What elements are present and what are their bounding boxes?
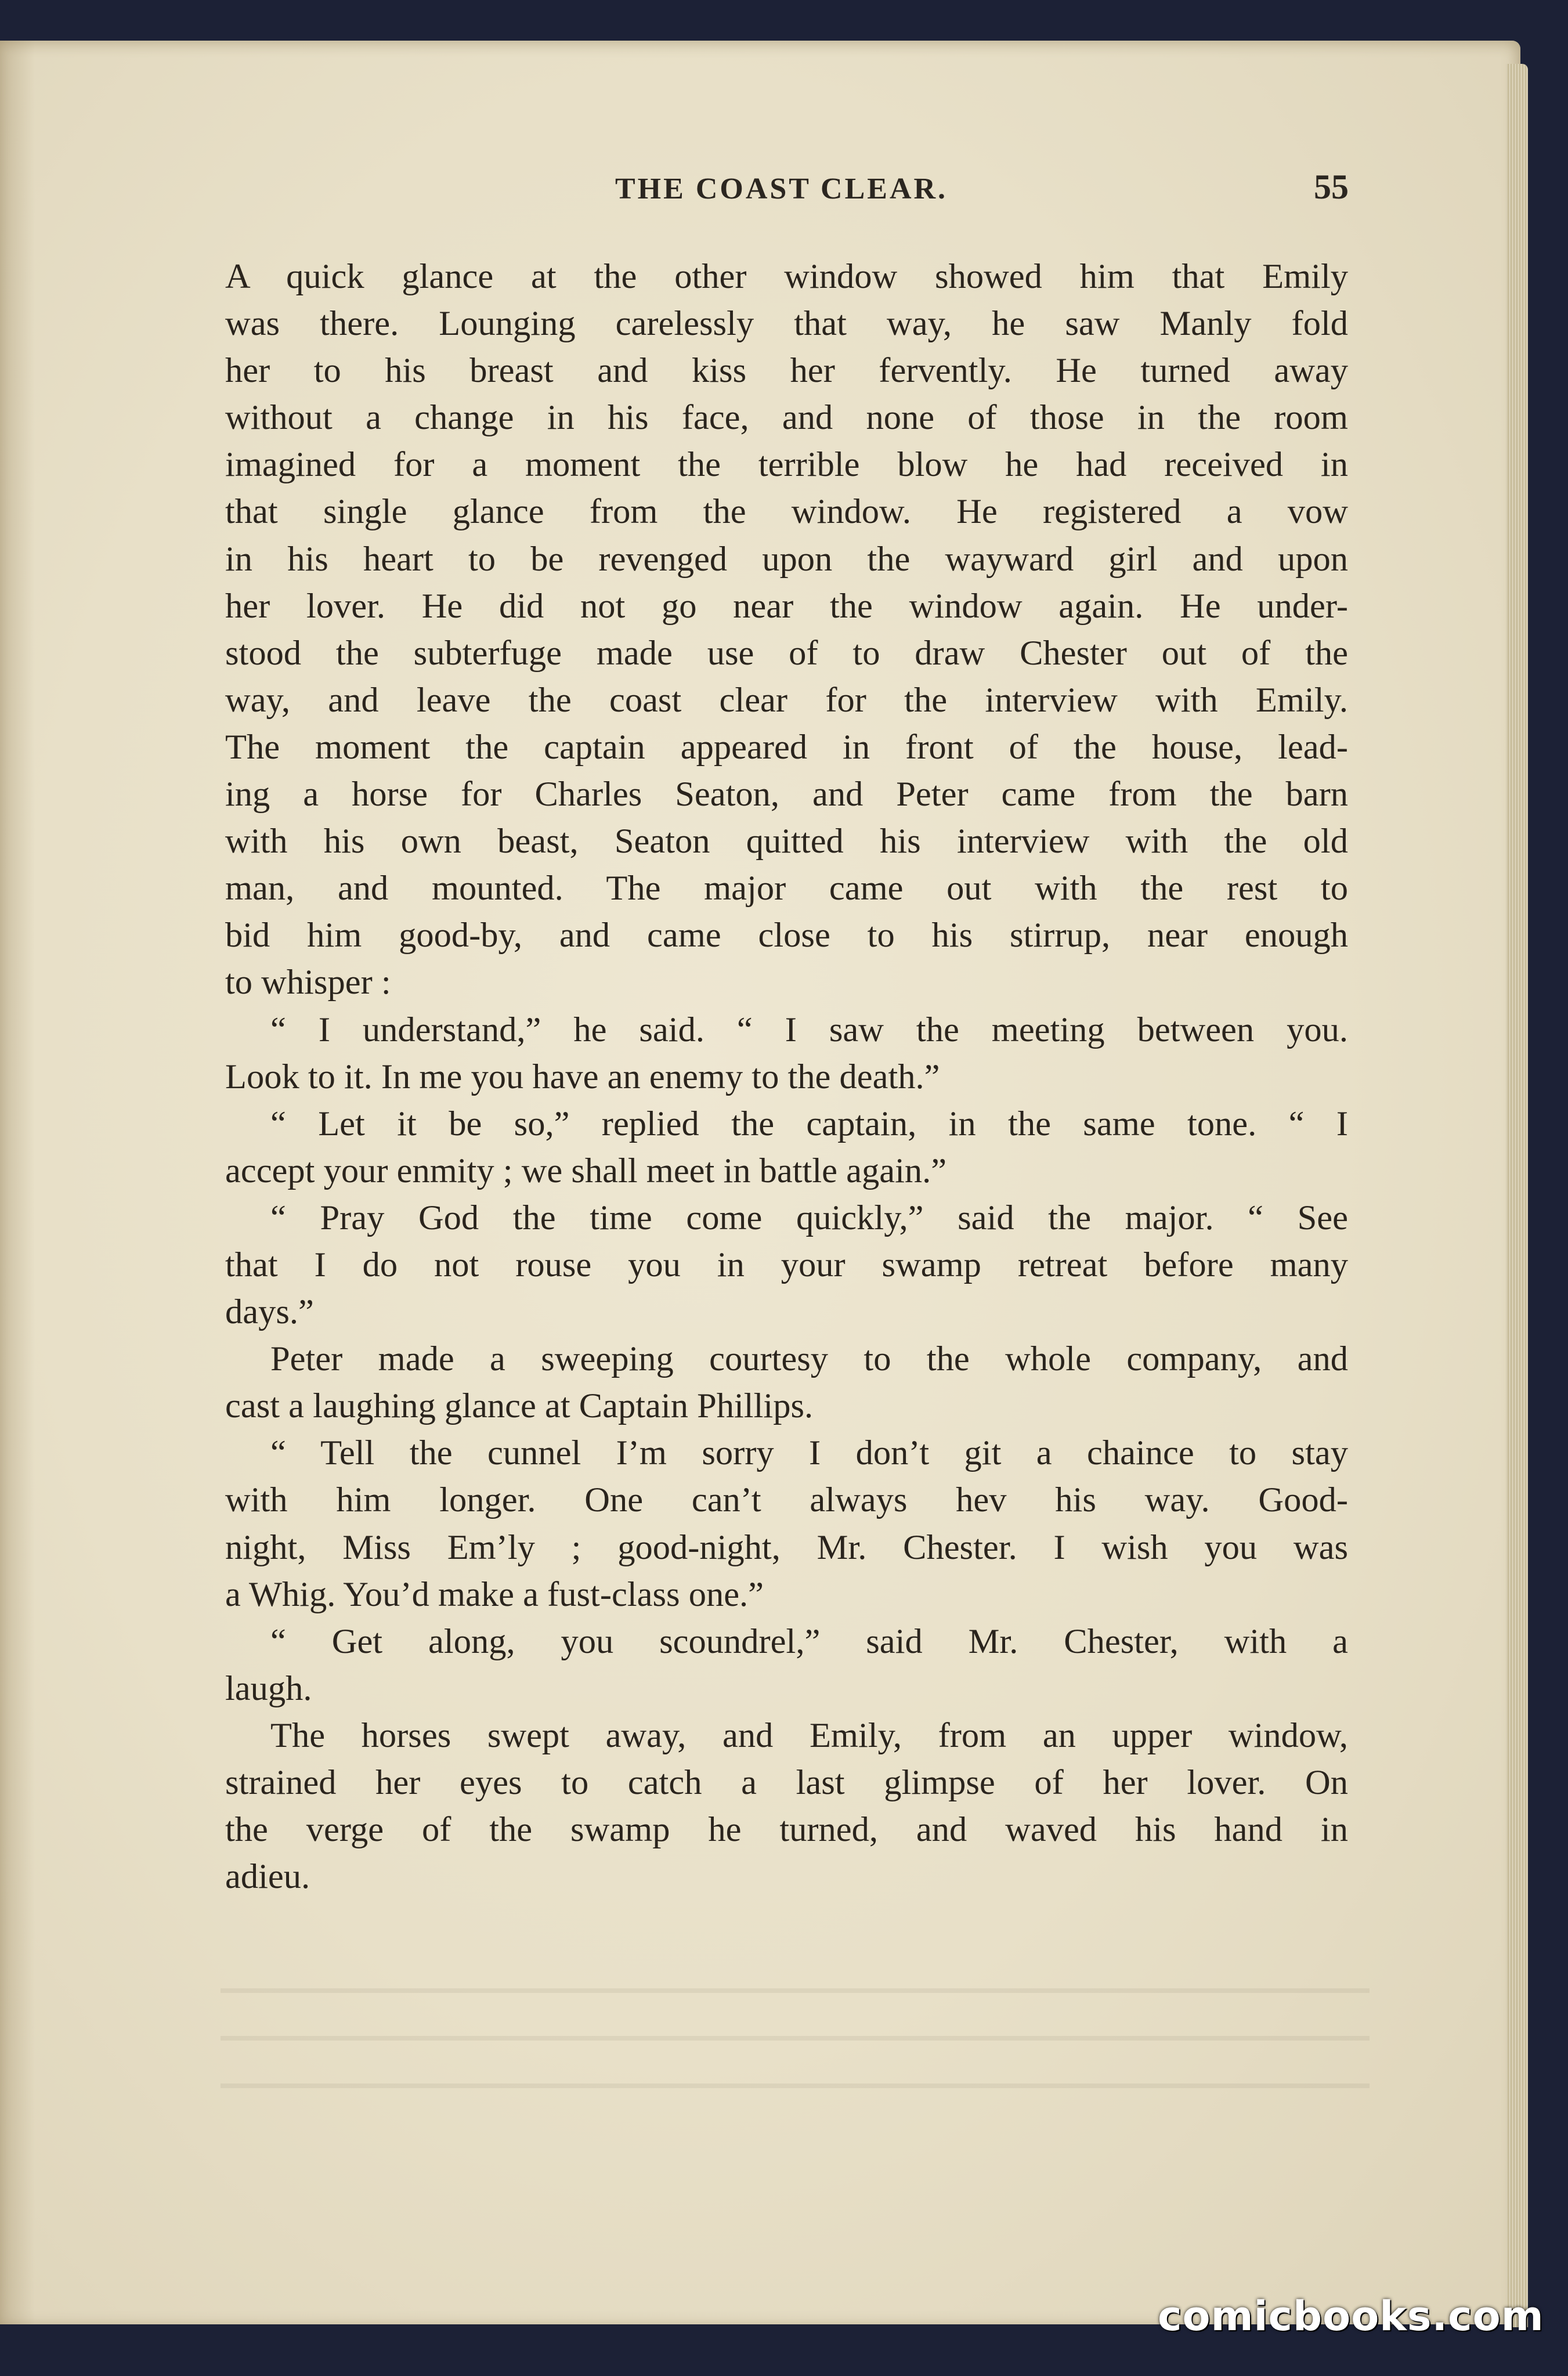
text-line: in his heart to be revenged upon the wayward girl and upon bbox=[225, 539, 1348, 579]
text-line: was there. Lounging carelessly that way, he saw Manly fold bbox=[225, 304, 1348, 344]
text-line: accept your enmity ; we shall meet in battle again.” bbox=[225, 1151, 947, 1190]
text-line: days.” bbox=[225, 1292, 314, 1332]
text-line: A quick glance at the other window showed him that Emily bbox=[225, 257, 1348, 296]
text-line: with him longer. One can’t always hev his way. Good- bbox=[225, 1481, 1348, 1520]
text-line: “ Pray God the time come quickly,” said the major. “ See bbox=[270, 1198, 1348, 1237]
text-line: bid him good-by, and came close to his stirrup, near enough bbox=[225, 916, 1348, 955]
running-title: THE COAST CLEAR. bbox=[615, 172, 948, 205]
text-line: adieu. bbox=[225, 1857, 310, 1897]
text-line: imagined for a moment the terrible blow he had received in bbox=[225, 445, 1348, 485]
text-line: a Whig. You’d make a fust-class one.” bbox=[225, 1575, 764, 1614]
text-line: ing a horse for Charles Seaton, and Peter came from the barn bbox=[225, 775, 1348, 814]
text-line: way, and leave the coast clear for the interview with Emily. bbox=[225, 680, 1348, 720]
text-line: man, and mounted. The major came out with the rest to bbox=[225, 869, 1348, 908]
text-line: that single glance from the window. He registered a vow bbox=[225, 492, 1348, 532]
text-line: The moment the captain appeared in front of the house, lead- bbox=[225, 727, 1348, 767]
page-number: 55 bbox=[1314, 168, 1349, 206]
show-through-text bbox=[221, 1967, 1370, 2118]
text-line: with his own beast, Seaton quitted his interview with the old bbox=[225, 822, 1348, 861]
text-line: The horses swept away, and Emily, from an upper window, bbox=[270, 1716, 1348, 1755]
body-text bbox=[225, 253, 1348, 1900]
text-line: without a change in his face, and none of those in the room bbox=[225, 398, 1348, 438]
text-line: her lover. He did not go near the window again. He under- bbox=[225, 586, 1348, 626]
text-line: Look to it. In me you have an enemy to the death.” bbox=[225, 1057, 940, 1096]
text-line: “ Get along, you scoundrel,” said Mr. Chester, with a bbox=[270, 1622, 1348, 1661]
watermark: comicbooks.com bbox=[1158, 2292, 1544, 2340]
text-line: her to his breast and kiss her fervently. He turned away bbox=[225, 351, 1348, 391]
text-line: “ Let it be so,” replied the captain, in the same tone. “ I bbox=[270, 1104, 1348, 1143]
text-line: stood the subterfuge made use of to draw Chester out of the bbox=[225, 633, 1348, 673]
text-line: to whisper : bbox=[225, 963, 391, 1002]
text-line: strained her eyes to catch a last glimpse of her lover. On bbox=[225, 1763, 1348, 1802]
binding-gutter bbox=[0, 41, 35, 2324]
text-line: laugh. bbox=[225, 1669, 312, 1708]
text-line: “ I understand,” he said. “ I saw the meeting between you. bbox=[270, 1010, 1348, 1049]
text-line: Peter made a sweeping courtesy to the whole company, and bbox=[270, 1339, 1348, 1379]
text-line: the verge of the swamp he turned, and waved his hand in bbox=[225, 1810, 1348, 1850]
text-line: “ Tell the cunnel I’m sorry I don’t git a chaince to stay bbox=[270, 1433, 1348, 1473]
page-edge-stack bbox=[1506, 64, 1528, 2327]
text-line: that I do not rouse you in your swamp retreat before many bbox=[225, 1245, 1348, 1284]
text-line: night, Miss Em’ly ; good-night, Mr. Chester. I wish you was bbox=[225, 1528, 1348, 1567]
text-line: cast a laughing glance at Captain Phillips. bbox=[225, 1386, 814, 1426]
